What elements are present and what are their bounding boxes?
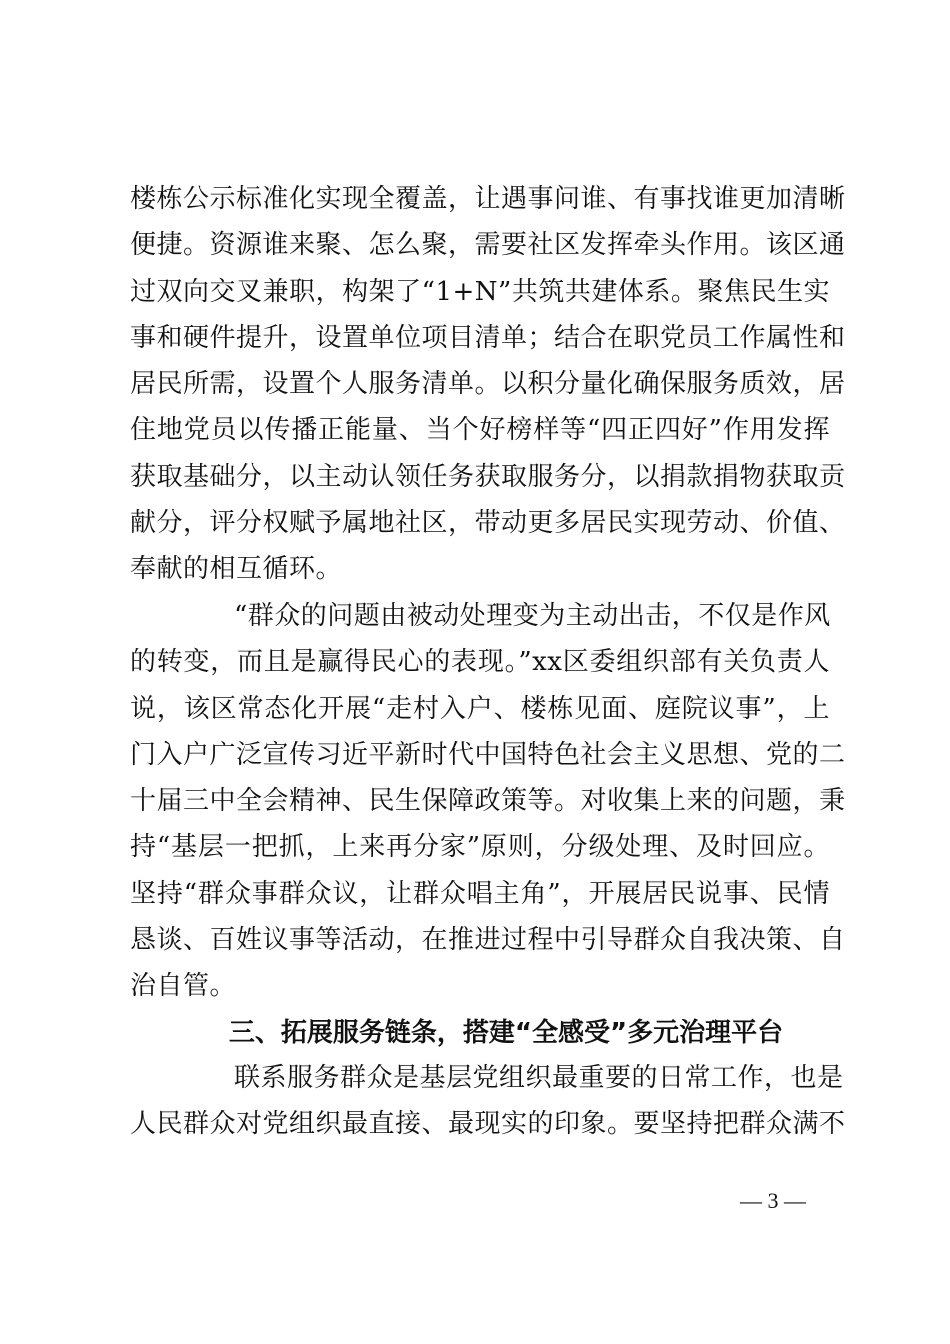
paragraph-1	[130, 176, 846, 593]
paragraph-line: 联系服务群众是基层党组织最重要的日常工作，也是	[234, 1063, 844, 1093]
paragraph-line: 坚持“群众事群众议，让群众唱主角”，开展居民说事、民情	[130, 878, 830, 909]
paragraph-line: 十届三中全会精神、民生保障政策等。对收集上来的问题，秉	[130, 786, 846, 817]
paragraph-line: 便捷。资源谁来聚、怎么聚，需要社区发挥牵头作用。该区通	[130, 230, 846, 261]
paragraph-line: 奉献的相互循环。	[130, 554, 343, 585]
paragraph-line: 住地党员以传播正能量、当个好榜样等“四正四好”作用发挥	[130, 415, 830, 446]
paragraph-line: 门入户广泛宣传习近平新时代中国特色社会主义思想、党的二	[130, 739, 846, 770]
paragraph-3	[130, 1055, 846, 1148]
paragraph-line: 的转变，而且是赢得民心的表现。”xx区委组织部有关负责人	[130, 647, 830, 678]
paragraph-line: 恳谈、百姓议事等活动，在推进过程中引导群众自我决策、自	[130, 925, 846, 956]
page-number: — 3 —	[740, 1188, 806, 1213]
paragraph-line: 过双向交叉兼职，构架了“1+N”共筑共建体系。聚焦民生实	[130, 276, 830, 307]
paragraph-line: 人民群众对党组织最直接、最现实的印象。要坚持把群众满不	[130, 1109, 846, 1140]
paragraph-line: 治自管。	[130, 971, 237, 1002]
paragraph-line: 获取基础分，以主动认领任务获取服务分，以捐款捐物获取贡	[130, 461, 846, 492]
paragraph-line: 献分，评分权赋予属地社区，带动更多居民实现劳动、价值、	[130, 508, 846, 539]
paragraph-line: 持“基层一把抓，上来再分家”原则，分级处理、及时回应。	[130, 832, 830, 863]
paragraph-line: 楼栋公示标准化实现全覆盖，让遇事问谁、有事找谁更加清晰	[130, 184, 846, 214]
paragraph-2	[130, 593, 846, 1010]
paragraph-line: 居民所需，设置个人服务清单。以积分量化确保服务质效，居	[130, 369, 846, 400]
paragraph-line: 事和硬件提升，设置单位项目清单；结合在职党员工作属性和	[130, 322, 846, 353]
section-heading: 三、拓展服务链条，搭建“全感受”多元治理平台	[228, 1018, 784, 1048]
paragraph-line: 说，该区常态化开展“走村入户、楼栋见面、庭院议事”，上	[130, 693, 830, 724]
paragraph-line: “群众的问题由被动处理变为主动出击，不仅是作风	[234, 601, 831, 631]
